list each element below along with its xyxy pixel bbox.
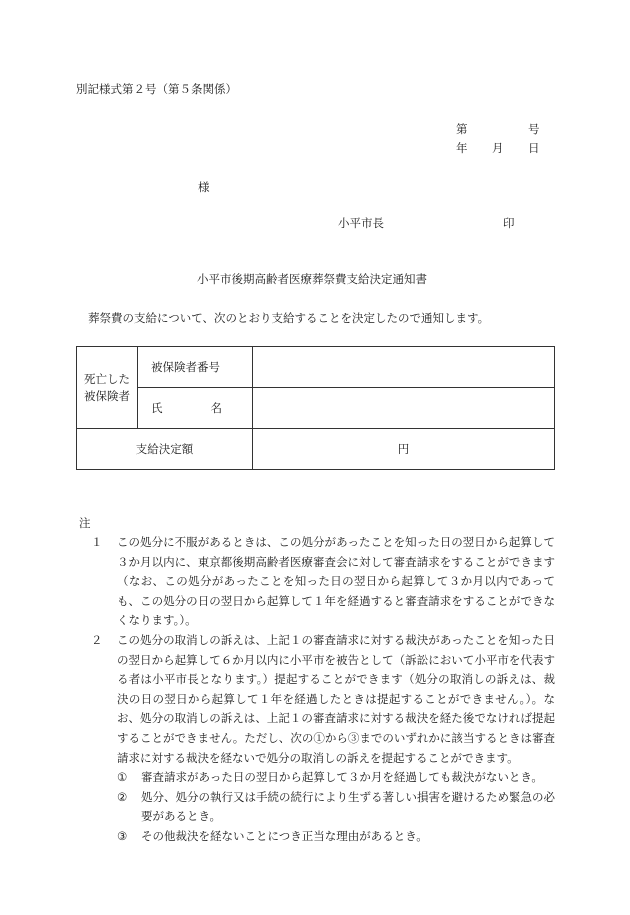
sub-item-number: ② [117,789,128,804]
addressee-suffix: 様 [198,180,210,194]
issuer-name: 小平市長 [338,216,384,230]
note-number: １ [91,535,103,549]
note-sub-item [79,768,555,788]
name-label-1: 氏 [151,401,163,415]
amount-unit: 円 [397,442,410,456]
form-label: 別記様式第２号（第５条関係） [76,82,237,96]
insured-number-label: 被保険者番号 [138,347,253,388]
sub-item-text: 処分、処分の執行又は手続の続行により生ずる著しい損害を避けるため緊急の必要があるとき。 [141,789,555,824]
note-sub-item [79,827,555,847]
number-prefix: 第 [456,122,468,136]
notes-heading: 注 [79,516,91,530]
date-day: 日 [528,141,540,155]
date-month: 月 [492,141,504,155]
note-text: この処分の取消しの訴えは、上記１の審査請求に対する裁決があったことを知った日の翌日から起算して６か月以内に小平市を被告として（訴訟において小平市を代表する者は小平市長となります。）提起することができます（処分の取消しの訴えは、裁決の日の翌日から起算して１年を経過したときは提起することができません。）。なお、処分の取消しの訴えは、上記１の審査請求に対する裁決を経た後でなければ提起することができません。ただし、次の①から③までのいずれかに該当するときは審査請求に対する裁決を経ないで処分の取消しの訴えを提起することができます。 [117,632,555,765]
deceased-label-line2: 被保険者 [84,388,130,403]
document-title: 小平市後期高齢者医療葬祭費支給決定通知書 [197,272,427,286]
number-suffix: 号 [528,122,540,136]
name-field[interactable] [253,388,555,429]
seal-mark: 印 [503,216,515,230]
sub-item-number: ① [117,770,128,785]
name-label-2: 名 [210,401,222,415]
name-label [138,388,253,429]
note-number: ２ [91,632,103,647]
deceased-insured-label [77,347,138,429]
payment-table [76,346,555,470]
amount-label: 支給決定額 [77,429,253,470]
date-year: 年 [456,141,468,155]
note-sub-item [79,788,555,827]
intro-text: 葬祭費の支給について、次のとおり支給することを決定したので通知します。 [88,311,490,325]
sub-item-number: ③ [117,828,128,843]
sub-item-text: 審査請求があった日の翌日から起算して３か月を経過しても裁決がないとき。 [141,770,543,785]
sub-item-text: その他裁決を経ないことにつき正当な理由があるとき。 [141,828,428,843]
deceased-label-line1: 死亡した [84,371,130,386]
amount-field[interactable] [253,429,555,470]
note-item [79,533,555,631]
insured-number-field[interactable] [253,347,555,388]
note-text: この処分に不服があるときは、この処分があったことを知った日の翌日から起算して３か月以内に、東京都後期高齢者医療審査会に対して審査請求をすることができます（なお、この処分があったことを知った日の翌日から起算して３か月以内であっても、この処分の日の翌日から起算して１年を経過すると審査請求をすることができなくなります。）。 [117,535,555,628]
notes-section [79,513,555,847]
note-item [79,631,555,768]
